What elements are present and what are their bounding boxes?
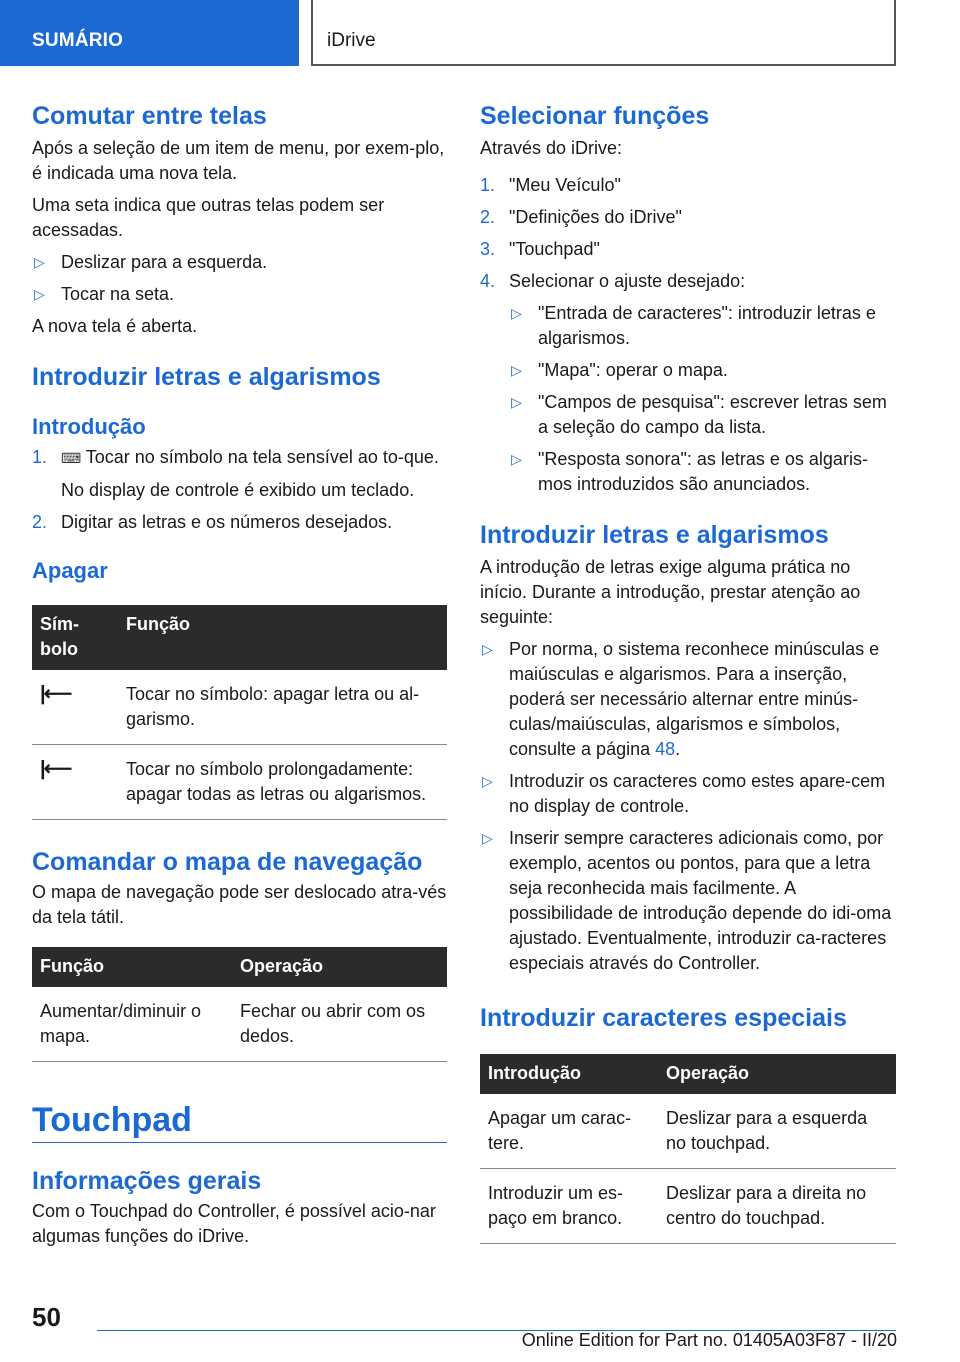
sub-bullet-list (509, 301, 896, 497)
table-cell: Tocar no símbolo prolongadamente: apagar todas as letras ou algarismos. (118, 745, 447, 820)
section-title: Introduzir caracteres especiais (480, 1004, 847, 1032)
list-item-note: No display de controle é exibido um teclado. (61, 480, 415, 500)
list-item: ▷ "Mapa": operar o mapa. (509, 358, 896, 383)
section-title: Introduzir letras e algarismos (480, 521, 829, 549)
chapter-divider (32, 1142, 447, 1143)
delete-left-icon: |⟵ (40, 683, 71, 705)
section-title: Comutar entre telas (32, 102, 267, 130)
chapter-title: Touchpad (32, 1101, 192, 1139)
triangle-bullet-icon: ▷ (511, 394, 522, 410)
paragraph: A introdução de letras exige alguma prática no início. Durante a introdução, prestar atenção ao seguinte: (480, 557, 861, 627)
section-title: Introduzir letras e algarismos (32, 363, 381, 391)
paragraph: Através do iDrive: (480, 138, 623, 158)
symbol-table (32, 605, 447, 820)
paragraph: Com o Touchpad do Controller, é possível acio-nar algumas funções do iDrive. (32, 1201, 436, 1246)
paragraph: Uma seta indica que outras telas podem ser acessadas. (32, 195, 385, 240)
triangle-bullet-icon: ▷ (511, 305, 522, 321)
list-item: ▷ Tocar na seta. (32, 282, 447, 307)
subsection-title: Apagar (32, 558, 108, 583)
table-header: Operação (658, 1054, 896, 1094)
list-item: 1. ⌨ Tocar no símbolo na tela sensível ao to-que. (32, 445, 447, 471)
page-number: 50 (32, 1302, 61, 1332)
table-header: Função (32, 947, 232, 987)
map-table (32, 947, 447, 1062)
list-item: ▷ "Resposta sonora": as letras e os algaris-mos introduzidos são anunciados. (511, 449, 868, 494)
list-item: 2. "Definições do iDrive" (480, 207, 682, 227)
left-column (32, 100, 447, 1249)
paragraph: O mapa de navegação pode ser deslocado atra-vés da tela tátil. (32, 882, 447, 927)
triangle-bullet-icon: ▷ (482, 830, 493, 846)
section-title: Selecionar funções (480, 102, 710, 130)
list-item: 1. "Meu Veículo" (480, 175, 621, 195)
table-row (480, 1169, 896, 1244)
table-cell: Aumentar/diminuir o mapa. (32, 987, 232, 1062)
bullet-list (480, 637, 896, 976)
list-item: ▷ "Entrada de caracteres": introduzir letras e algarismos. (511, 303, 876, 348)
table-row (32, 987, 447, 1062)
list-item: ▷ Inserir sempre caracteres adicionais como, por exemplo, acentos ou pontos, para que a letra seja reconhecida mais facilmente. A possibilidade de introdução depende do idi-oma ajustado. Eventualmente, introduzir ca-racteres especiais através do Controller. (482, 828, 892, 973)
top-bar (0, 0, 960, 66)
numbered-list (480, 173, 896, 294)
table-cell: Deslizar para a esquerda no touchpad. (658, 1094, 896, 1169)
list-item: ▷ Deslizar para a esquerda. (32, 250, 447, 275)
table-header: Operação (232, 947, 447, 987)
delete-left-icon: |⟵ (40, 758, 71, 780)
table-cell: Deslizar para a direita no centro do touchpad. (658, 1169, 896, 1244)
table-cell: Apagar um carac-tere. (480, 1094, 658, 1169)
list-item: 3. "Touchpad" (480, 239, 600, 259)
triangle-bullet-icon: ▷ (482, 773, 493, 789)
table-header: Sím-bolo (32, 605, 118, 670)
special-chars-table (480, 1054, 896, 1244)
numbered-list (32, 445, 447, 535)
table-cell: Tocar no símbolo: apagar letra ou al-garismo. (118, 670, 447, 745)
list-item: ▷ Introduzir os caracteres como estes apare-cem no display de controle. (482, 771, 886, 816)
subsection-title: Introdução (32, 414, 146, 439)
table-row (32, 745, 447, 820)
table-cell: Introduzir um es-paço em branco. (480, 1169, 658, 1244)
tab-idrive[interactable]: iDrive (311, 0, 896, 66)
table-row (32, 670, 447, 745)
table-header: Função (118, 605, 447, 670)
triangle-bullet-icon: ▷ (482, 641, 493, 657)
triangle-bullet-icon: ▷ (34, 286, 45, 302)
list-item: ▷ "Campos de pesquisa": escrever letras sem a seleção do campo da lista. (511, 392, 887, 437)
bullet-list (32, 250, 447, 307)
triangle-bullet-icon: ▷ (511, 451, 522, 467)
table-row (480, 1094, 896, 1169)
paragraph: Após a seleção de um item de menu, por exem-plo, é indicada uma nova tela. (32, 138, 445, 183)
list-item: 4. Selecionar o ajuste desejado: (480, 271, 746, 291)
section-title: Informações gerais (32, 1167, 262, 1195)
footer-edition: Online Edition for Part no. 01405A03F87 - II/20 (521, 1330, 897, 1350)
table-header: Introdução (480, 1054, 658, 1094)
right-column (480, 100, 896, 1244)
page-link[interactable]: 48 (655, 739, 676, 759)
triangle-bullet-icon: ▷ (511, 362, 522, 378)
triangle-bullet-icon: ▷ (34, 254, 45, 270)
list-item: ▷ Por norma, o sistema reconhece minúsculas e maiúsculas e algarismos. Para a inserção, poderá ser necessário alternar entre minús-culas/maiúsculas, algarismos e símbolos, consulte a página 48. (482, 639, 880, 759)
list-item: 2. Digitar as letras e os números desejados. (32, 512, 393, 532)
tab-sumario[interactable]: SUMÁRIO (0, 0, 299, 66)
paragraph: A nova tela é aberta. (32, 316, 198, 336)
table-cell: Fechar ou abrir com os dedos. (232, 987, 447, 1062)
section-title: Comandar o mapa de navegação (32, 848, 423, 876)
keyboard-icon: ⌨ (61, 450, 82, 466)
